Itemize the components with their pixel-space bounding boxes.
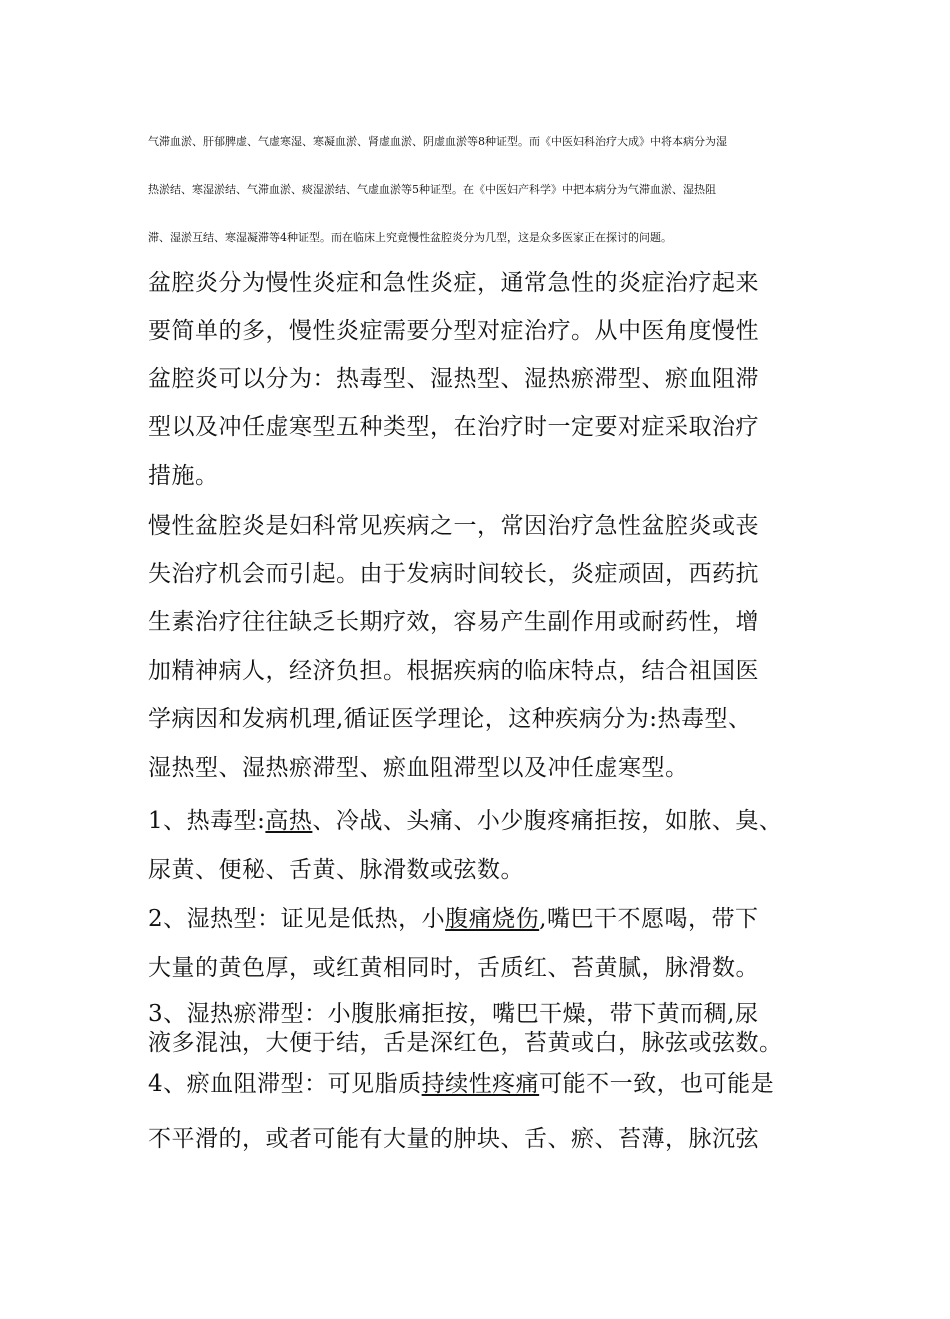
item4-rest: 可能不一致，也可能是 <box>539 1071 775 1097</box>
item3-line-2: 液多混浊，大便于结，舌是深红色，苔黄或白，脉弦或弦数。 <box>148 1030 783 1056</box>
para2-line-6: 湿热型、湿热瘀滞型、瘀血阻滞型以及冲任虚寒型。 <box>148 755 689 781</box>
item2-underlined-term: 腹痛烧伤 <box>445 906 540 932</box>
item1-rest: 、冷战、头痛、小少腹疼痛拒按，如脓、臭、 <box>312 808 783 834</box>
para2-line-5: 学病因和发病机理,循证医学理论，这种疾病分为:热毒型、 <box>148 706 752 732</box>
para2-line-4: 加精神病人，经济负担。根据疾病的临床特点，结合祖国医 <box>148 658 759 684</box>
item1-line-1 <box>148 806 828 836</box>
item1-underlined-term: 高热 <box>265 808 313 834</box>
item4-line-2: 不平滑的，或者可能有大量的肿块、舌、瘀、苔薄，脉沉弦 <box>148 1126 759 1152</box>
item1-line-2: 尿黄、便秘、舌黄、脉滑数或弦数。 <box>148 857 524 883</box>
intro-line-2: 热淤结、寒湿淤结、气滞血淤、痰湿淤结、气虚血淤等5种证型。在《中医妇产科学》中把本病分为气滞血淤、湿热阻 <box>148 183 716 196</box>
para1-line-2: 要简单的多，慢性炎症需要分型对症治疗。从中医角度慢性 <box>148 318 759 344</box>
para1-line-1: 盆腔炎分为慢性炎症和急性炎症，通常急性的炎症治疗起来 <box>148 270 759 296</box>
item4-prefix: 4、瘀血阻滞型：可见脂质 <box>148 1071 422 1097</box>
item2-rest: ,嘴巴干不愿喝，带下 <box>539 906 759 932</box>
intro-line-1: 气滞血淤、肝郁脾虚、气虚寒湿、寒凝血淤、肾虚血淤、阴虚血淤等8种证型。而《中医妇科治疗大成》中将本病分为湿 <box>148 135 727 148</box>
para2-line-2: 失治疗机会而引起。由于发病时间较长，炎症顽固，西药抗 <box>148 561 759 587</box>
item4-underlined-term: 持续性疼痛 <box>421 1071 540 1097</box>
para1-line-4: 型以及冲任虚寒型五种类型，在治疗时一定要对症采取治疗 <box>148 414 759 440</box>
item2-prefix: 2、湿热型：证见是低热，小 <box>148 906 446 932</box>
item2-line-1 <box>148 904 828 934</box>
item1-prefix: 1、热毒型: <box>148 808 266 834</box>
para1-line-5: 措施。 <box>148 463 219 489</box>
para2-line-3: 生素治疗往往缺乏长期疗效，容易产生副作用或耐药性，增 <box>148 609 759 635</box>
intro-line-3: 滞、湿淤互结、寒湿凝滞等4种证型。而在临床上究竟慢性盆腔炎分为几型，这是众多医家正在探讨的问题。 <box>148 231 672 244</box>
item2-line-2: 大量的黄色厚，或红黄相同时，舌质红、苔黄腻，脉滑数。 <box>148 955 759 981</box>
para2-line-1: 慢性盆腔炎是妇科常见疾病之一，常因治疗急性盆腔炎或丧 <box>148 513 759 539</box>
item4-line-1 <box>148 1069 828 1099</box>
para1-line-3: 盆腔炎可以分为：热毒型、湿热型、湿热瘀滞型、瘀血阻滞 <box>148 366 759 392</box>
item3-line-1: 3、湿热瘀滞型：小腹胀痛拒按，嘴巴干燥，带下黄而稠,尿 <box>148 1001 759 1027</box>
